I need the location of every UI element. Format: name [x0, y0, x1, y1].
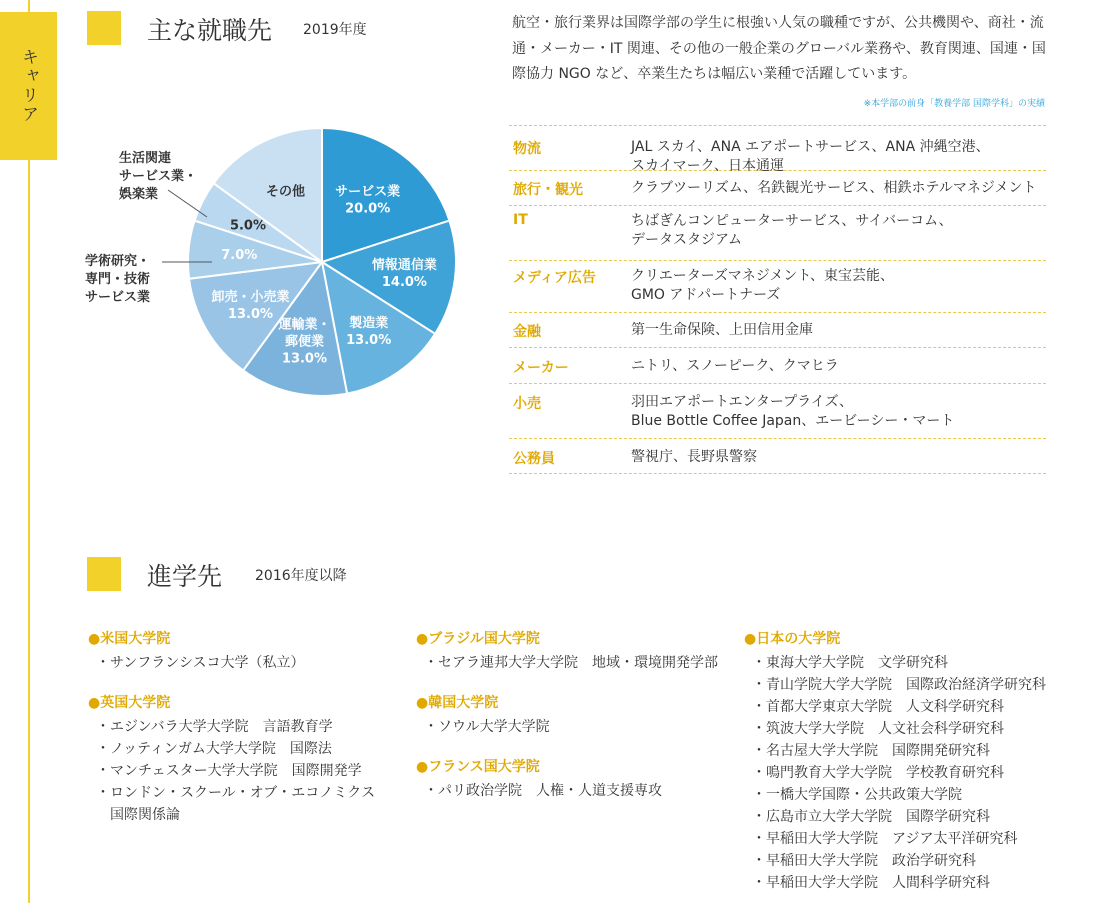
category-label: 公務員	[513, 451, 555, 467]
region-group	[416, 630, 718, 674]
school-item: ・鳴門教育大学大学院 学校教育研究科	[752, 765, 1004, 781]
region-group	[416, 694, 718, 738]
pie-slice-label: 運輸業・	[278, 317, 331, 333]
graduate-title: 進学先	[147, 562, 223, 591]
employment-intro: 航空・旅行業界は国際学部の学生に根強い人気の職種ですが、公共機関や、商社・流通・メーカー・IT 関連、その他の一般企業のグローバル業務や、教育関連、国連・国際協力 NGO など、卒業生たちは幅広い業種で活躍しています。	[512, 15, 1046, 82]
table-row	[509, 313, 1046, 348]
category-label: 物流	[513, 141, 541, 157]
region-heading: ● 米国大学院	[88, 630, 375, 648]
company-list: 警視庁、長野県警察	[631, 449, 757, 465]
graduate-year: 2016年度以降	[255, 568, 347, 584]
category-label: メーカー	[513, 360, 569, 376]
school-item: ・広島市立大学大学院 国際学研究科	[752, 809, 990, 825]
table-row	[509, 171, 1046, 206]
school-item: ・セアラ連邦大学大学院 地域・環境開発学部	[424, 655, 718, 671]
pie-slice-label: 情報通信業	[371, 257, 437, 273]
slice-label-outside: 学術研究・ 専門・技術 サービス業	[85, 254, 151, 305]
school-item: ・早稲田大学大学院 アジア太平洋研究科	[752, 831, 1018, 847]
region-heading: ● 日本の大学院	[744, 630, 1046, 648]
table-row	[509, 439, 1046, 474]
pie-slice-label: 13.0%	[281, 351, 328, 367]
employment-year: 2019年度	[303, 22, 367, 38]
school-item: ・早稲田大学大学院 政治学研究科	[752, 853, 976, 869]
region-group	[88, 694, 375, 826]
leader-line	[168, 190, 207, 217]
leader-lines	[150, 170, 230, 270]
school-item: ・名古屋大学大学院 国際開発研究科	[752, 743, 990, 759]
graduate-column-1	[88, 630, 375, 846]
category-label: メディア広告	[513, 270, 596, 286]
pie-slice-label: サービス業	[335, 184, 401, 200]
table-row	[509, 206, 1046, 261]
school-item: ・マンチェスター大学大学院 国際開発学	[96, 763, 362, 779]
table-row	[509, 126, 1046, 174]
pie-slice-label: 5.0%	[229, 218, 267, 234]
category-label: 金融	[513, 324, 541, 340]
pie-slice-label: その他	[265, 184, 306, 200]
pie-slice-label: 20.0%	[345, 201, 391, 217]
region-group	[416, 758, 718, 802]
pie-slice-label: 卸売・小売業	[211, 289, 290, 305]
school-item: ・青山学院大学大学院 国際政治経済学研究科	[752, 677, 1046, 693]
table-row	[509, 384, 1046, 439]
school-item: ・サンフランシスコ大学（私立）	[96, 655, 305, 671]
school-item: ・ロンドン・スクール・オブ・エコノミクス 国際関係論	[96, 785, 376, 823]
pie-slice-label: 郵便業	[284, 334, 324, 350]
school-item: ・筑波大学大学院 人文社会科学研究科	[752, 721, 1004, 737]
region-heading: ● 韓国大学院	[416, 694, 718, 712]
graduate-heading-marker	[87, 557, 121, 591]
pie-slice-label: 13.0%	[227, 306, 274, 322]
school-item: ・ノッティンガム大学大学院 国際法	[96, 741, 332, 757]
pie-slice-label: 7.0%	[221, 248, 258, 264]
region-group	[88, 630, 375, 674]
category-label: 小売	[513, 396, 541, 412]
pie-slice-label: 製造業	[349, 316, 389, 332]
company-list: クリエーターズマネジメント、東宝芸能、 GMO アドパートナーズ	[631, 268, 895, 303]
company-list: 羽田エアポートエンタープライズ、 Blue Bottle Coffee Japan、エービーシー・マート	[631, 394, 955, 429]
employment-heading-marker	[87, 11, 121, 45]
school-item: ・エジンバラ大学大学院 言語教育学	[96, 719, 333, 735]
graduate-column-3	[744, 630, 1046, 914]
slice-label-outside: 生活関連 サービス業・ 娯楽業	[119, 151, 198, 202]
category-label: IT	[513, 212, 528, 228]
table-row	[509, 348, 1046, 384]
school-item: ・ソウル大学大学院	[424, 719, 550, 735]
employer-table	[509, 125, 1046, 474]
company-list: クラブツーリズム、名鉄観光サービス、相鉄ホテルマネジメント	[631, 180, 1037, 196]
side-tab-label: キャリア	[18, 48, 38, 124]
school-item: ・パリ政治学院 人権・人道支援専攻	[424, 783, 662, 799]
school-item: ・首都大学東京大学院 人文科学研究科	[752, 699, 1004, 715]
category-label: 旅行・観光	[513, 182, 583, 198]
company-list: ニトリ、スノーピーク、クマヒラ	[631, 358, 839, 374]
employment-title: 主な就職先	[147, 16, 273, 45]
school-item: ・一橋大学国際・公共政策大学院	[752, 787, 962, 803]
pie-slice-label: 13.0%	[346, 333, 392, 349]
school-item: ・早稲田大学大学院 人間科学研究科	[752, 875, 990, 891]
side-tab	[0, 12, 57, 160]
table-row	[509, 261, 1046, 313]
school-item: ・東海大学大学院 文学研究科	[752, 655, 948, 671]
region-heading: ● 英国大学院	[88, 694, 375, 712]
employment-note: ※本学部の前身「教養学部 国際学科」の実績	[863, 99, 1045, 109]
region-heading: ● ブラジル国大学院	[416, 630, 718, 648]
company-list: ちばぎんコンピューターサービス、サイバーコム、 データスタジアム	[631, 213, 953, 248]
region-group	[744, 630, 1046, 894]
pie-slice-label: 14.0%	[381, 274, 427, 290]
region-heading: ● フランス国大学院	[416, 758, 718, 776]
company-list: JAL スカイ、ANA エアポートサービス、ANA 沖縄空港、 スカイマーク、日本通運	[631, 139, 990, 174]
graduate-column-2	[416, 630, 718, 822]
company-list: 第一生命保険、上田信用金庫	[631, 322, 813, 338]
